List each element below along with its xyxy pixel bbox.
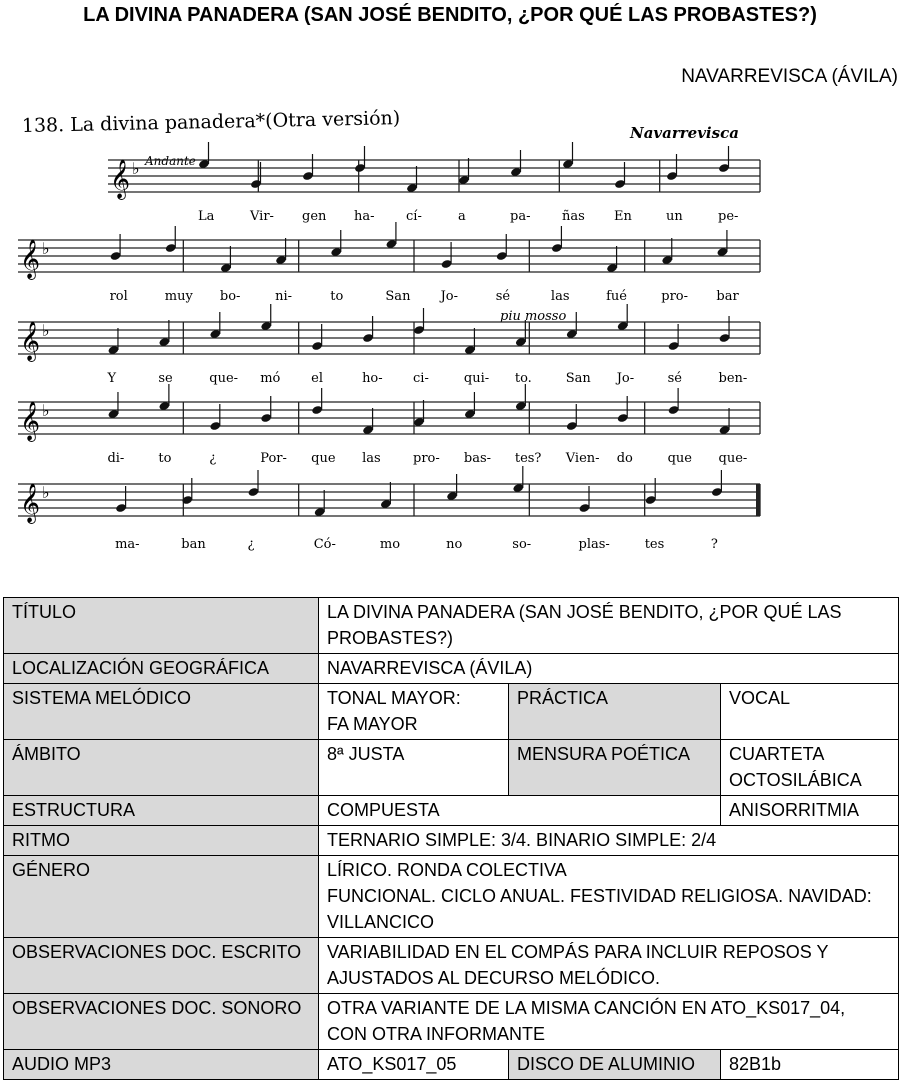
lyric-syllable: bo- <box>219 289 241 304</box>
final-barline <box>756 484 760 516</box>
location-label: NAVARREVISCA (ÁVILA) <box>681 66 898 87</box>
lyric-syllable: to. <box>514 371 532 386</box>
value-obs-escrito: VARIABILIDAD EN EL COMPÁS PARA INCLUIR REPOSOS Y AJUSTADOS AL DECURSO MELÓDICO. <box>319 938 899 994</box>
lyric-syllable: las <box>550 289 570 304</box>
label-ambito: ÁMBITO <box>4 740 319 796</box>
lyric-syllable: tes? <box>514 451 542 466</box>
lyric-syllable: Vien- <box>565 451 600 466</box>
lyric-syllable: Vir- <box>250 209 274 224</box>
value-sistema: TONAL MAYOR: FA MAYOR <box>319 684 509 740</box>
label-disco: DISCO DE ALUMINIO <box>509 1050 721 1080</box>
value-mensura: CUARTETA OCTOSILÁBICA <box>721 740 899 796</box>
score-heading: 138. La divina panadera*(Otra versión) <box>21 107 401 137</box>
staff-system <box>108 142 760 200</box>
treble-clef-icon: 𝄞 <box>110 159 131 199</box>
staff-system <box>18 466 760 524</box>
lyric-syllable: tes <box>644 537 665 552</box>
lyric-syllable: bar <box>716 289 739 304</box>
key-signature-flat-icon: ♭ <box>42 321 50 340</box>
key-signature-flat-icon: ♭ <box>42 239 50 258</box>
staff-system <box>18 304 760 362</box>
label-genero: GÉNERO <box>4 856 319 938</box>
value-estructura: COMPUESTA <box>319 796 721 826</box>
value-audio: ATO_KS017_05 <box>319 1050 509 1080</box>
key-signature-flat-icon: ♭ <box>42 483 50 502</box>
lyric-syllable: el <box>311 371 324 386</box>
row-estructura <box>4 796 899 826</box>
value-genero: LÍRICO. RONDA COLECTIVA FUNCIONAL. CICLO ANUAL. FESTIVIDAD RELIGIOSA. NAVIDAD: VILLANCICO <box>319 856 899 938</box>
label-estructura: ESTRUCTURA <box>4 796 319 826</box>
score-place: Navarrevisca <box>630 124 739 142</box>
lyric-syllable: qui- <box>463 371 490 386</box>
lyric-syllable: En <box>614 209 632 224</box>
lyric-syllable: sé <box>667 371 682 386</box>
lyric-syllable: ni- <box>275 289 293 304</box>
value-obs-sonoro: OTRA VARIANTE DE LA MISMA CANCIÓN EN ATO_KS017_04, CON OTRA INFORMANTE <box>319 994 899 1050</box>
lyric-syllable: sé <box>495 289 511 304</box>
lyric-syllable: San <box>385 289 411 304</box>
lyric-syllable: las <box>362 451 381 466</box>
treble-clef-icon: 𝄞 <box>20 321 41 361</box>
key-signature-flat-icon: ♭ <box>42 401 50 420</box>
staff-system <box>18 384 760 442</box>
label-mensura: MENSURA POÉTICA <box>509 740 721 796</box>
value-disco: 82B1b <box>721 1050 899 1080</box>
staff-system <box>18 222 760 280</box>
lyric-syllable: Y <box>107 371 117 386</box>
key-signature-flat-icon: ♭ <box>132 159 140 178</box>
lyric-syllable: ha- <box>354 209 375 224</box>
lyric-syllable: ¿ <box>247 537 255 552</box>
lyric-syllable: un <box>666 209 683 224</box>
row-titulo <box>4 598 899 654</box>
lyric-syllable: ñas <box>562 209 585 224</box>
lyric-syllable: mó <box>260 371 281 386</box>
lyric-syllable: La <box>198 209 215 224</box>
label-obs-escrito: OBSERVACIONES DOC. ESCRITO <box>4 938 319 994</box>
lyric-syllable: que <box>311 451 336 466</box>
row-ritmo <box>4 826 899 856</box>
row-audio <box>4 1050 899 1080</box>
lyric-syllable: ma- <box>115 537 140 552</box>
lyric-syllable: pro- <box>661 289 689 304</box>
label-localizacion: LOCALIZACIÓN GEOGRÁFICA <box>4 654 319 684</box>
page-title: LA DIVINA PANADERA (SAN JOSÉ BENDITO, ¿POR QUÉ LAS PROBASTES?) <box>83 4 817 26</box>
lyric-syllable: se <box>158 371 173 386</box>
lyric-syllable: pe- <box>718 209 739 224</box>
label-obs-sonoro: OBSERVACIONES DOC. SONORO <box>4 994 319 1050</box>
treble-clef-icon: 𝄞 <box>20 239 41 279</box>
lyric-syllable: Có- <box>313 537 336 552</box>
lyric-syllable: fué <box>606 289 627 304</box>
lyric-syllable: pa- <box>510 209 531 224</box>
lyric-syllable: to <box>158 451 172 466</box>
lyric-syllable: gen <box>302 209 327 224</box>
label-ritmo: RITMO <box>4 826 319 856</box>
lyric-syllable: ci- <box>413 371 429 386</box>
lyric-syllable: ho- <box>362 371 383 386</box>
value-titulo: LA DIVINA PANADERA (SAN JOSÉ BENDITO, ¿POR QUÉ LAS PROBASTES?) <box>319 598 899 654</box>
row-localizacion <box>4 654 899 684</box>
lyric-syllable: ban <box>181 537 206 552</box>
lyric-syllable: rol <box>109 289 128 304</box>
treble-clef-icon: 𝄞 <box>20 401 41 441</box>
lyric-syllable: mo <box>379 537 401 552</box>
lyric-syllable: pro- <box>413 451 440 466</box>
lyric-syllable: no <box>446 537 463 552</box>
lyric-syllable: so- <box>512 537 532 552</box>
tempo-change: piu mosso <box>500 309 567 324</box>
row-obs-sonoro <box>4 994 899 1050</box>
lyric-syllable: a <box>458 209 466 224</box>
row-sistema <box>4 684 899 740</box>
label-practica: PRÁCTICA <box>509 684 721 740</box>
value-practica: VOCAL <box>721 684 899 740</box>
lyric-syllable: cí- <box>406 209 422 224</box>
lyric-syllable: bas- <box>463 451 492 466</box>
staves <box>18 142 760 524</box>
lyric-syllable: Jo- <box>616 371 635 386</box>
lyric-syllable: Por- <box>260 451 287 466</box>
lyric-syllable: to <box>330 289 344 304</box>
row-ambito <box>4 740 899 796</box>
lyric-syllable: ? <box>710 537 718 552</box>
tempo-marking: Andante <box>145 154 196 168</box>
row-obs-escrito <box>4 938 899 994</box>
row-genero <box>4 856 899 938</box>
value-ritmo: TERNARIO SIMPLE: 3/4. BINARIO SIMPLE: 2/4 <box>319 826 899 856</box>
label-titulo: TÍTULO <box>4 598 319 654</box>
lyric-syllable: ¿ <box>209 451 217 466</box>
value-anisorritmia: ANISORRITMIA <box>721 796 899 826</box>
label-sistema: SISTEMA MELÓDICO <box>4 684 319 740</box>
lyric-syllable: plas- <box>578 537 610 552</box>
lyric-syllable: que- <box>209 371 239 386</box>
lyric-syllable: ben- <box>718 371 748 386</box>
lyric-syllable: do <box>616 451 633 466</box>
music-score <box>0 92 900 570</box>
label-audio: AUDIO MP3 <box>4 1050 319 1080</box>
lyric-syllable: San <box>565 371 591 386</box>
lyric-syllable: que <box>667 451 693 466</box>
lyric-syllable: que- <box>718 451 748 466</box>
lyric-syllable: muy <box>164 289 193 304</box>
value-ambito: 8ª JUSTA <box>319 740 509 796</box>
value-localizacion: NAVARREVISCA (ÁVILA) <box>319 654 899 684</box>
lyric-syllable: di- <box>107 451 125 466</box>
metadata-table <box>3 597 899 1080</box>
lyric-syllable: Jo- <box>440 289 459 304</box>
treble-clef-icon: 𝄞 <box>20 483 41 523</box>
